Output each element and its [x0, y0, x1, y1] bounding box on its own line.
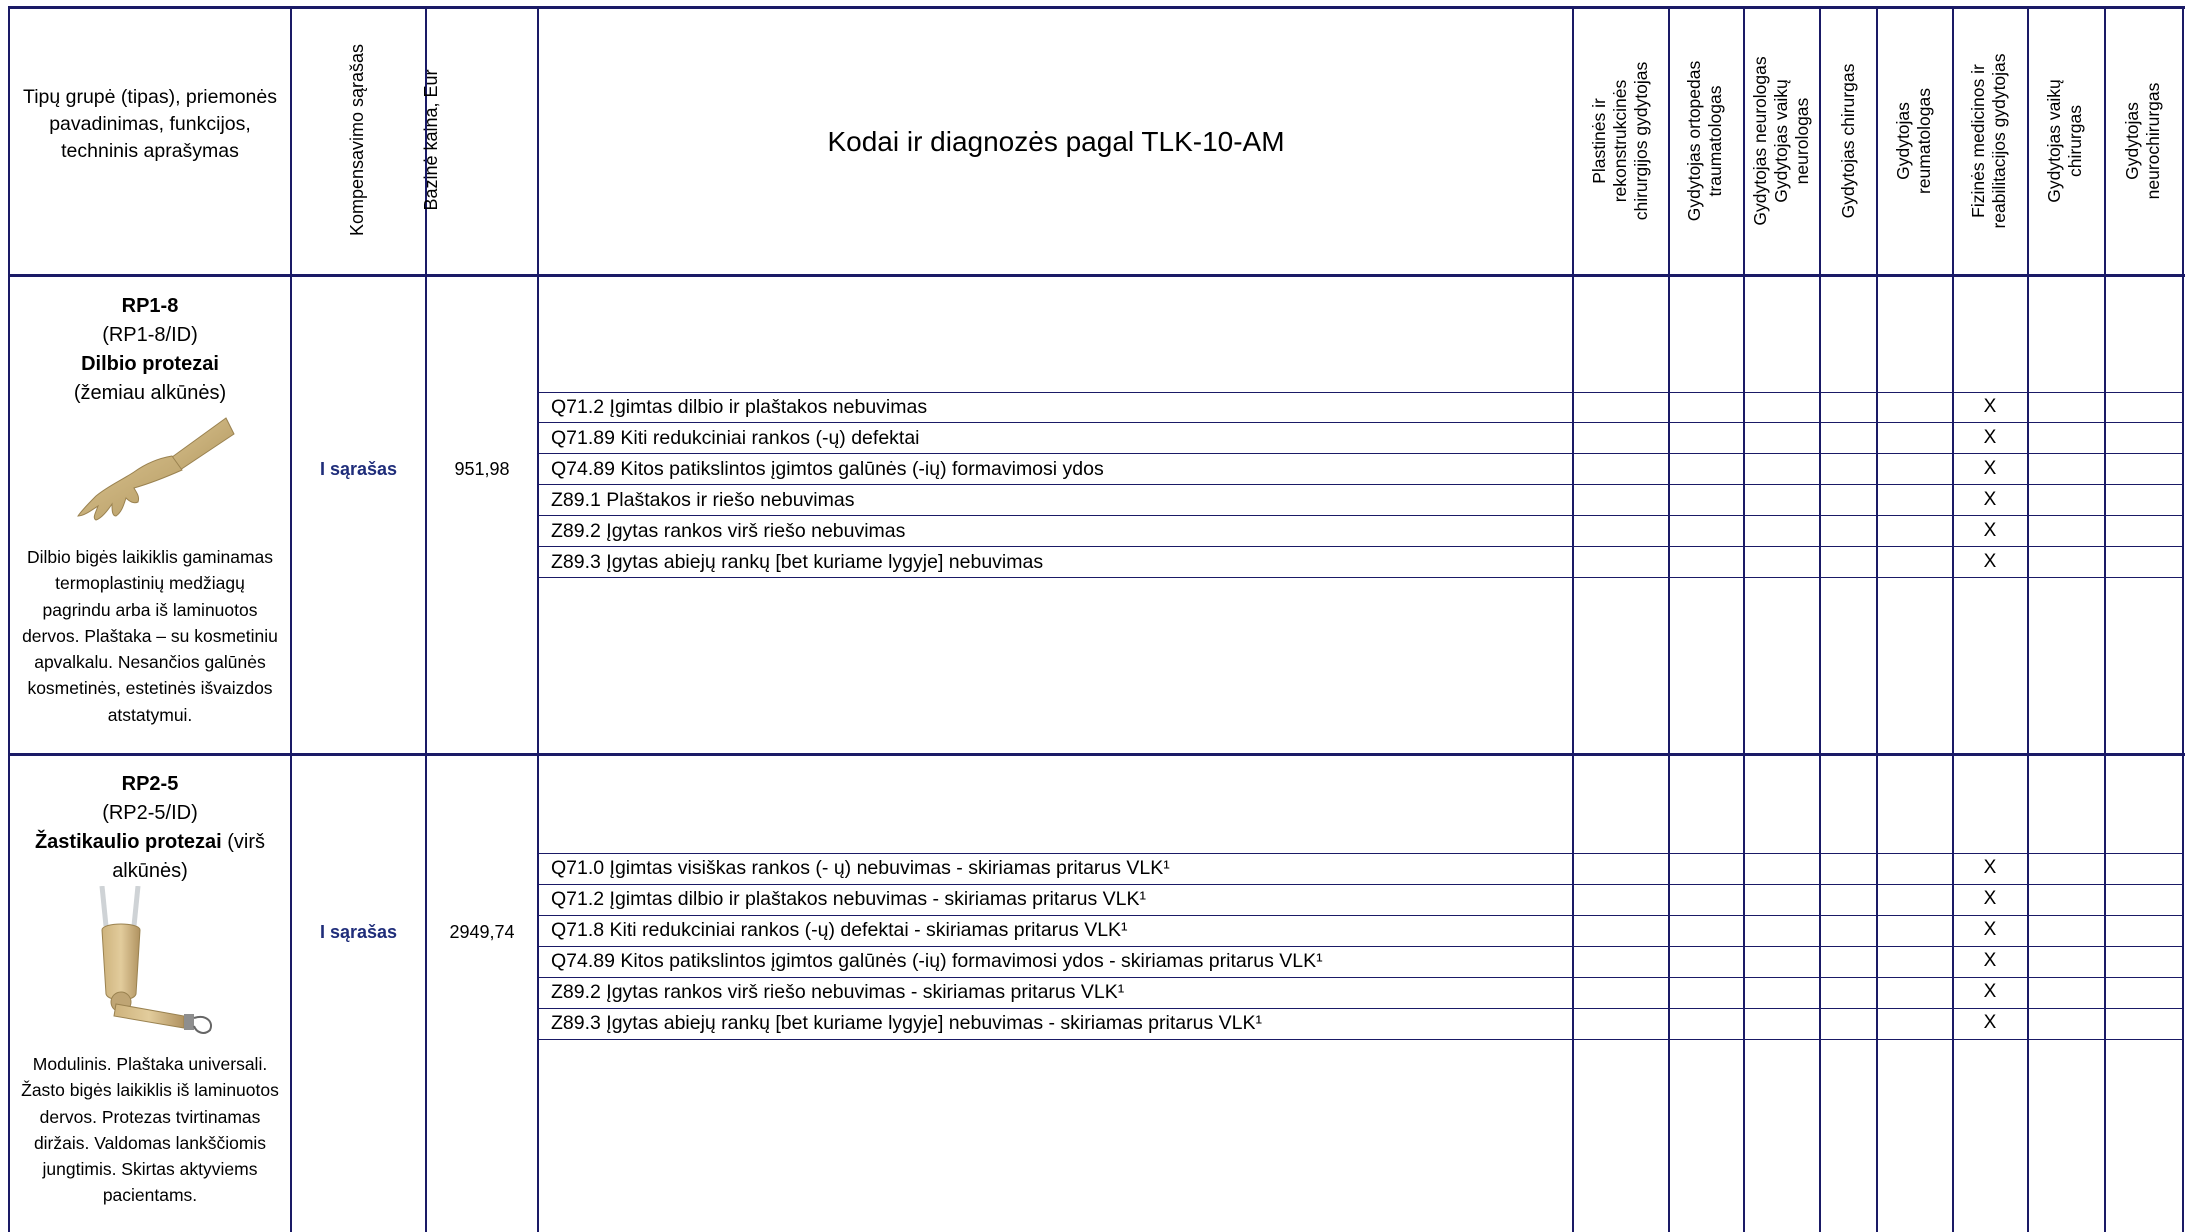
specialist-header-line: Plastinės ir [1588, 98, 1609, 184]
specialist-header-line: Fizinės medicinos ir [1968, 64, 1988, 218]
col-border [290, 6, 292, 1232]
compensation-list-link[interactable]: I sąrašas [319, 922, 398, 942]
specialist-mark: X [1983, 857, 1997, 878]
specialist-mark: X [1983, 1012, 1997, 1033]
diagnosis-code-text: Q71.89 Kiti redukciniai rankos (-ų) defektai [551, 427, 920, 449]
specialist-header-line: Gydytojas [2122, 102, 2142, 180]
specialist-header-line: Gydytojas vaikų [1770, 79, 1791, 203]
specialist-header-line: rekonstrukcinės [1609, 79, 1630, 203]
base-price: 2949,74 [449, 922, 515, 942]
diagnosis-code-text: Q74.89 Kitos patikslintos įgimtos galūnės (-ių) formavimosi ydos - skiriamas pritarus VLK¹ [551, 950, 1323, 972]
specialist-header-line: chirurgijos gydytojas [1630, 61, 1651, 221]
product-name-suffix: (virš [227, 831, 266, 853]
header-compensation-list: Kompensavimo sąrašas [347, 43, 367, 237]
specialist-header-line: Gydytojas [1893, 102, 1913, 180]
col-border [8, 6, 10, 1232]
row-separator [8, 753, 2185, 756]
specialist-mark: X [1983, 919, 1997, 940]
specialist-header-6 [1953, 13, 2025, 269]
specialist-header-1 [1584, 13, 1656, 269]
header-base-price: Bazinė kaina, Eur [421, 69, 441, 211]
diagnosis-code-text: Z89.2 Įgytas rankos virš riešo nebuvimas [551, 520, 906, 542]
specialist-mark: X [1983, 427, 1997, 448]
specialist-header-5 [1878, 13, 1950, 269]
diagnosis-code-text: Q71.2 Įgimtas dilbio ir plaštakos nebuvimas - skiriamas pritarus VLK¹ [551, 888, 1146, 910]
product-subcode: (RP1-8/ID) [102, 324, 198, 346]
product-name: Dilbio protezai [81, 353, 219, 375]
col-border [2182, 6, 2184, 1232]
col-border [2104, 6, 2106, 1232]
header-codes: Kodai ir diagnozės pagal TLK-10-AM [827, 126, 1285, 157]
product-location: alkūnės) [112, 860, 188, 882]
diagnosis-line [537, 577, 2184, 578]
specialist-header-line: neurochirurgas [2143, 82, 2163, 200]
specialist-header-line: traumatologas [1705, 85, 1725, 197]
product-name-line [14, 829, 286, 855]
specialist-mark: X [1983, 489, 1997, 510]
specialist-header-3 [1745, 13, 1817, 269]
product-code: RP2-5 [121, 773, 179, 795]
product-subcode: (RP2-5/ID) [102, 802, 198, 824]
product-location: (žemiau alkūnės) [73, 382, 227, 404]
specialist-header-line: Gydytojas ortopedas [1684, 60, 1704, 222]
upper-arm-prosthesis-image [88, 886, 218, 1044]
base-price: 951,98 [454, 459, 510, 479]
specialist-header-7 [2029, 13, 2101, 269]
specialist-mark: X [1983, 396, 1997, 417]
specialist-mark: X [1983, 458, 1997, 479]
diagnosis-code-text: Q71.0 Įgimtas visiškas rankos (- ų) nebuvimas - skiriamas pritarus VLK¹ [551, 857, 1170, 879]
specialist-mark: X [1983, 981, 1997, 1002]
product-code: RP1-8 [121, 295, 179, 317]
diagnosis-code-text: Z89.3 Įgytas abiejų rankų [bet kuriame lygyje] nebuvimas [551, 551, 1044, 573]
product-name: Žastikaulio protezai [34, 831, 222, 853]
specialist-header-line: Gydytojas neurologas [1749, 56, 1770, 226]
specialist-header-4 [1812, 13, 1884, 269]
specialist-header-line: Gydytojas chirurgas [1837, 63, 1858, 219]
table-top-border [8, 6, 2185, 9]
diagnosis-code-text: Q71.2 Įgimtas dilbio ir plaštakos nebuvimas [551, 396, 928, 418]
col-border [537, 6, 539, 1232]
specialist-mark: X [1983, 551, 1997, 572]
specialist-mark: X [1983, 888, 1997, 909]
diagnosis-code-text: Z89.1 Plaštakos ir riešo nebuvimas [551, 489, 855, 511]
diagnosis-code-text: Q74.89 Kitos patikslintos įgimtos galūnės (-ių) formavimosi ydos [551, 458, 1104, 480]
product-description: Modulinis. Plaštaka universali. Žasto bigės laikiklis iš laminuotos dervos. Protezas tvirtinamas diržais. Valdomas lankščiomis jungtimis. Skirtas aktyviems pacientams. [21, 1054, 279, 1206]
col-border [1572, 6, 1574, 1232]
compensation-list-link[interactable]: I sąrašas [319, 459, 398, 479]
specialist-mark: X [1983, 950, 1997, 971]
specialist-header-2 [1669, 13, 1741, 269]
product-description: Dilbio bigės laikiklis gaminamas termoplastinių medžiagų pagrindu arba iš laminuotos dervos. Plaštaka – su kosmetiniu apvalkalu. Nesančios galūnės kosmetinės, estetinės išvaizdos atstatymui. [22, 547, 278, 725]
header-description: Tipų grupė (tipas), priemonės pavadinimas, funkcijos, techninis aprašymas [23, 86, 277, 162]
specialist-header-8 [2107, 13, 2179, 269]
diagnosis-line [537, 1039, 2184, 1040]
header-bottom-border [8, 274, 2185, 277]
diagnosis-code-text: Z89.2 Įgytas rankos virš riešo nebuvimas - skiriamas pritarus VLK¹ [551, 981, 1125, 1003]
diagnosis-code-text: Q71.8 Kiti redukciniai rankos (-ų) defektai - skiriamas pritarus VLK¹ [551, 919, 1128, 941]
forearm-prosthesis-image [68, 412, 238, 522]
specialist-mark: X [1983, 520, 1997, 541]
specialist-header-line: chirurgas [2065, 105, 2085, 177]
specialist-header-line: reabilitacijos gydytojas [1989, 53, 2009, 229]
diagnosis-code-text: Z89.3 Įgytas abiejų rankų [bet kuriame lygyje] nebuvimas - skiriamas pritarus VLK¹ [551, 1012, 1262, 1034]
specialist-header-line: neurologas [1791, 97, 1812, 185]
specialist-header-line: Gydytojas vaikų [2044, 79, 2064, 203]
specialist-header-line: reumatologas [1914, 87, 1934, 195]
